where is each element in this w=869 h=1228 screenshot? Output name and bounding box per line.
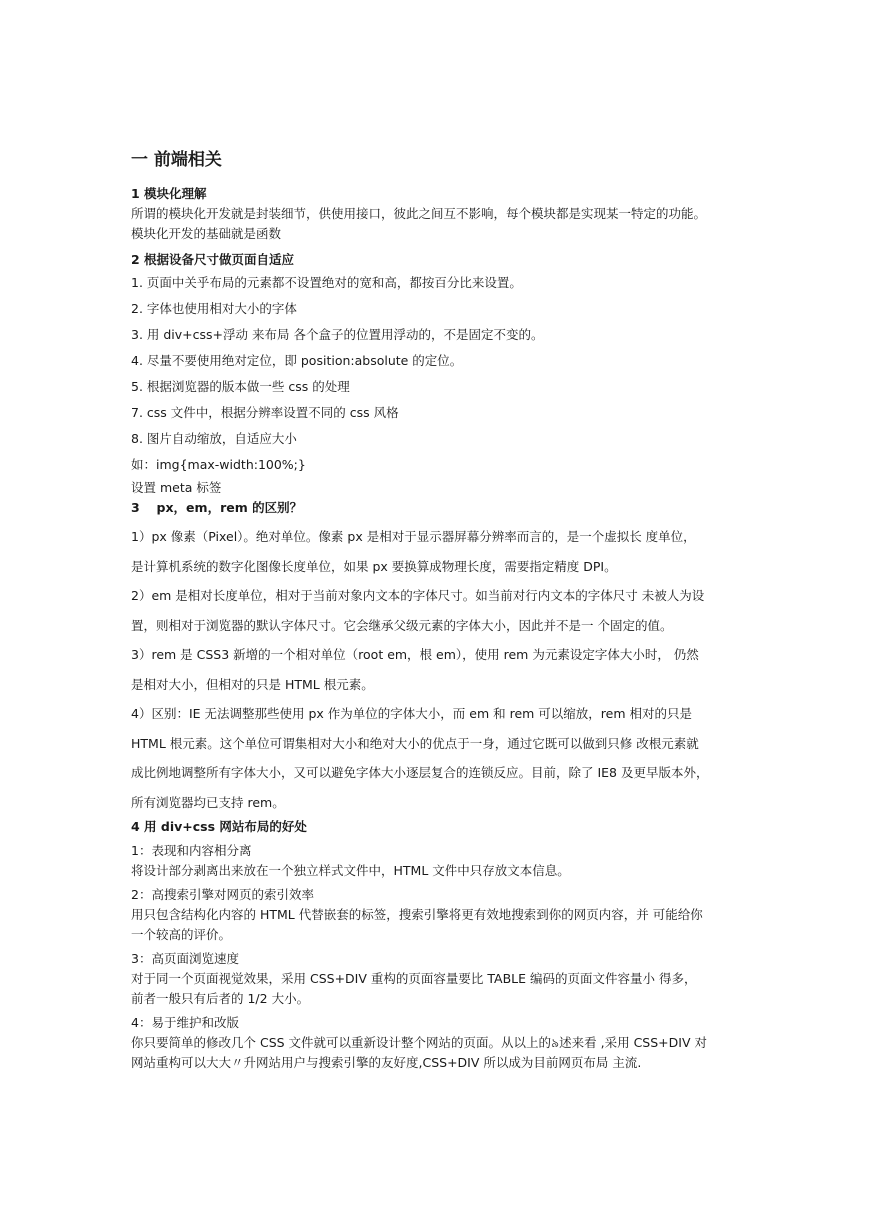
q2-line: 3. 用 div+css+浮动 来布局 各个盒子的位置用浮动的，不是固定不变的。 <box>131 327 544 342</box>
q2-line: 2. 字体也使用相对大小的字体 <box>131 301 297 316</box>
q2-line: 8. 图片自动缩放，自适应大小 <box>131 431 297 446</box>
q1-title: 1 模块化理解 <box>131 186 207 201</box>
q3-line: 是相对大小，但相对的只是 HTML 根元素。 <box>131 676 374 692</box>
q3-line: 是计算机系统的数字化图像长度单位，如果 px 要换算成物理长度，需要指定精度 DPI。 <box>131 558 617 574</box>
q2-line: 5. 根据浏览器的版本做一些 css 的处理 <box>131 379 350 394</box>
q4-line: 将设计部分剥离出来放在一个独立样式文件中，HTML 文件中只存放文本信息。 <box>131 863 570 878</box>
q4-line: 1：表现和内容相分离 <box>131 843 252 858</box>
q3-line: 4）区别：IE 无法调整那些使用 px 作为单位的字体大小，而 em 和 rem 可以缩放，rem 相对的只是 <box>131 706 692 721</box>
q4-line: 你只要简单的修改几个 CSS 文件就可以重新设计整个网站的页面。从以上的৯述来看 ,采用 CSS+DIV 对 <box>131 1035 707 1050</box>
q2-line: 7. css 文件中，根据分辨率设置不同的 css 风格 <box>131 405 399 420</box>
q3-line: 1）px 像素（Pixel）。绝对单位。像素 px 是相对于显示器屏幕分辨率而言的，是一个虚拟长 度单位， <box>131 529 696 544</box>
q4-line: 2：高搜索引擎对网页的索引效率 <box>131 887 314 902</box>
q3-line: HTML 根元素。这个单位可谓集相对大小和绝对大小的优点于一身，通过它既可以做到只修 改根元素就 <box>131 735 699 751</box>
q4-line: 对于同一个页面视觉效果，采用 CSS+DIV 重构的页面容量要比 TABLE 编码的页面文件容量小 得多， <box>131 971 697 986</box>
q2-line: 1. 页面中关乎布局的元素都不设置绝对的宽和高，都按百分比来设置。 <box>131 275 522 290</box>
q2-line: 4. 尽量不要使用绝对定位，即 position:absolute 的定位。 <box>131 353 463 368</box>
q4-title: 4 用 div+css 网站布局的好处 <box>131 819 307 834</box>
q4-line: 一个较高的评价。 <box>131 927 232 942</box>
q2-title: 2 根据设备尺寸做页面自适应 <box>131 252 295 267</box>
q1-line: 所谓的模块化开发就是封装细节，供使用接口，彼此之间互不影响，每个模块都是实现某一特定的功能。 <box>131 206 707 221</box>
document-page <box>131 148 743 1073</box>
q3-line: 2）em 是相对长度单位，相对于当前对象内文本的字体尺寸。如当前对行内文本的字体尺寸 未被人为设 <box>131 588 705 603</box>
section-title: 一 前端相关 <box>131 150 222 170</box>
q4-line: 前者一般只有后者的 1/2 大小。 <box>131 991 310 1006</box>
q4-line: 用只包含结构化内容的 HTML 代替嵌套的标签，搜索引擎将更有效地搜索到你的网页内容，并 可能给你 <box>131 907 703 922</box>
q4-line: 4：易于维护和改版 <box>131 1015 239 1030</box>
q4-line: 3：高页面浏览速度 <box>131 951 239 966</box>
q2-line: 如：img{max-width:100%;} <box>131 457 306 472</box>
q3-line: 置，则相对于浏览器的默认字体尺寸。它会继承父级元素的字体大小，因此并不是一 个固定的值。 <box>131 617 673 633</box>
q4-line: 网站重构可以大大〃升网站用户与搜索引擎的友好度,CSS+DIV 所以成为目前网页布局 主流. <box>131 1055 642 1070</box>
q3-title: 3 px，em，rem 的区别？ <box>131 500 303 515</box>
q3-body <box>131 522 743 817</box>
q1-line: 模块化开发的基础就是函数 <box>131 226 282 241</box>
q2-last-line: 设置 meta 标签 <box>131 480 222 495</box>
q3-line: 成比例地调整所有字体大小，又可以避免字体大小逐层复合的连锁反应。目前，除了 IE8 及更早版本外， <box>131 765 709 780</box>
q3-line: 3）rem 是 CSS3 新增的一个相对单位（root em，根 em），使用 rem 为元素设定字体大小时， 仍然 <box>131 647 699 662</box>
q3-line: 所有浏览器均已支持 rem。 <box>131 794 285 810</box>
q2-list <box>131 270 743 478</box>
